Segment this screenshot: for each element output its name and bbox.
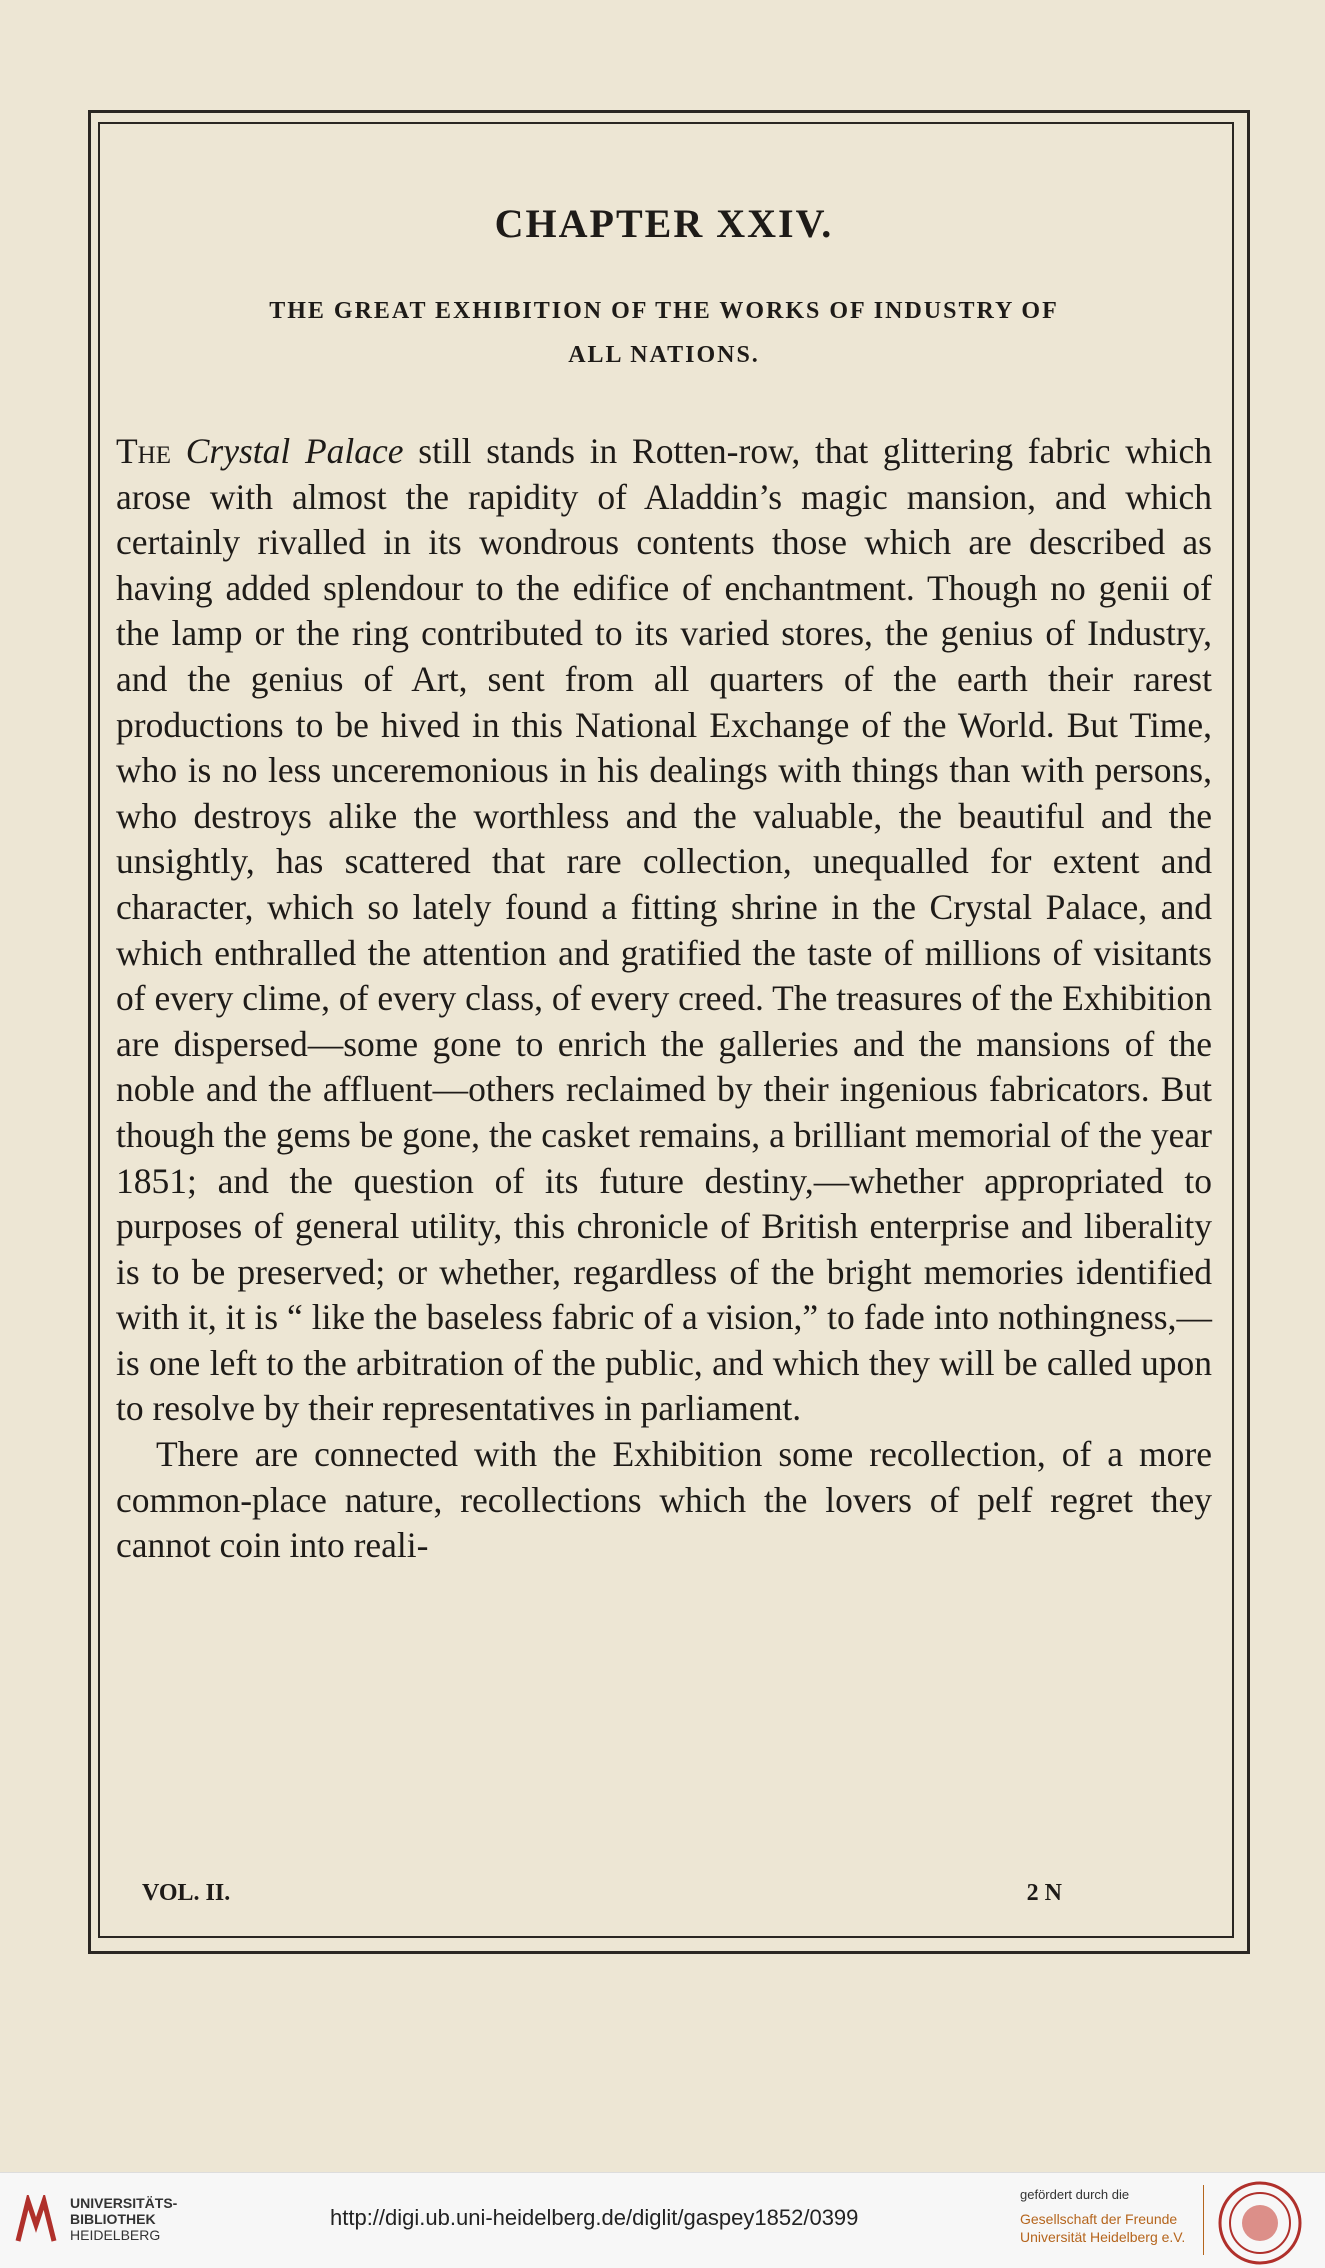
permalink-url[interactable]: http://digi.ub.uni-heidelberg.de/diglit/gaspey1852/0399 xyxy=(330,2205,859,2230)
page-footer xyxy=(142,1880,1062,1907)
subtitle-line-1: THE GREAT EXHIBITION OF THE WORKS OF INDUSTRY OF xyxy=(269,298,1059,324)
digitization-banner xyxy=(0,2172,1325,2268)
sponsor-org-line-1: Gesellschaft der Freunde xyxy=(1020,2211,1178,2227)
volume-label: VOL. II. xyxy=(142,1880,231,1906)
chapter-subtitle xyxy=(116,289,1212,377)
paragraph-1 xyxy=(116,429,1212,1432)
banner-divider xyxy=(1203,2185,1204,2255)
library-name-line-2: BIBLIOTHEK xyxy=(70,2211,156,2227)
paragraph-1-rest: still stands in Rotten-row, that glittering fabric which arose with almost the rapidity of Aladdin’s magic mansion, and which certainly rivalled in its wondrous contents those which are described as having added splendour to the edifice of enchantment. Though no genii of the lamp or the ring contributed to its varied stores, the genius of Industry, and the genius of Art, sent from all quarters of the earth their rarest productions to be hived in this National Exchange of the World. But Time, who is no less unceremonious in his dealings with things than with persons, who destroys alike the worthless and the valuable, the beautiful and the unsightly, has scattered that rare collection, unequalled for extent and character, which so lately found a fitting shrine in the Crystal Palace, and which enthralled the attention and gratified the taste of millions of visitants of every clime, of every class, of every creed. The treasures of the Exhibition are dispersed—some gone to enrich the galleries and the mansions of the noble and the affluent—others reclaimed by their ingenious fabricators. But though the gems be gone, the casket remains, a brilliant memorial of the year 1851; and the question of its future destiny,—whether appropriated to purposes of general utility, this chronicle of British enterprise and liberality is to be preserved; or whether, regardless of the bright memories identified with it, it is “ like the baseless fabric of a vision,” to fade into nothingness,—is one left to the arbitration of the public, and which they will be called upon to resolve by their representatives in parliament. xyxy=(116,431,1213,1429)
sponsor-org-line-2: Universität Heidelberg e.V. xyxy=(1020,2229,1186,2245)
library-name xyxy=(70,2195,177,2243)
chapter-body xyxy=(116,429,1212,1569)
chapter-heading: CHAPTER XXIV. xyxy=(494,201,834,246)
sponsor-label: gefördert durch die xyxy=(1020,2187,1130,2202)
library-name-line-3: HEIDELBERG xyxy=(70,2227,161,2243)
signature-mark: 2 N xyxy=(1026,1880,1062,1906)
page-text xyxy=(116,200,1212,1569)
sponsor-block xyxy=(1020,2187,1185,2246)
paragraph-1-lead: The xyxy=(116,431,172,471)
library-name-line-1: UNIVERSITÄTS- xyxy=(70,2195,178,2211)
subtitle-line-2: ALL NATIONS. xyxy=(568,342,760,368)
paragraph-1-italic: Crystal Palace xyxy=(185,431,404,471)
university-seal-icon xyxy=(1218,2181,1302,2265)
paragraph-2: There are connected with the Exhibition some recollection, of a more common-place nature, recollections which the lovers of pelf regret they cannot coin into reali- xyxy=(116,1434,1212,1566)
university-library-logo-icon xyxy=(14,2195,58,2245)
